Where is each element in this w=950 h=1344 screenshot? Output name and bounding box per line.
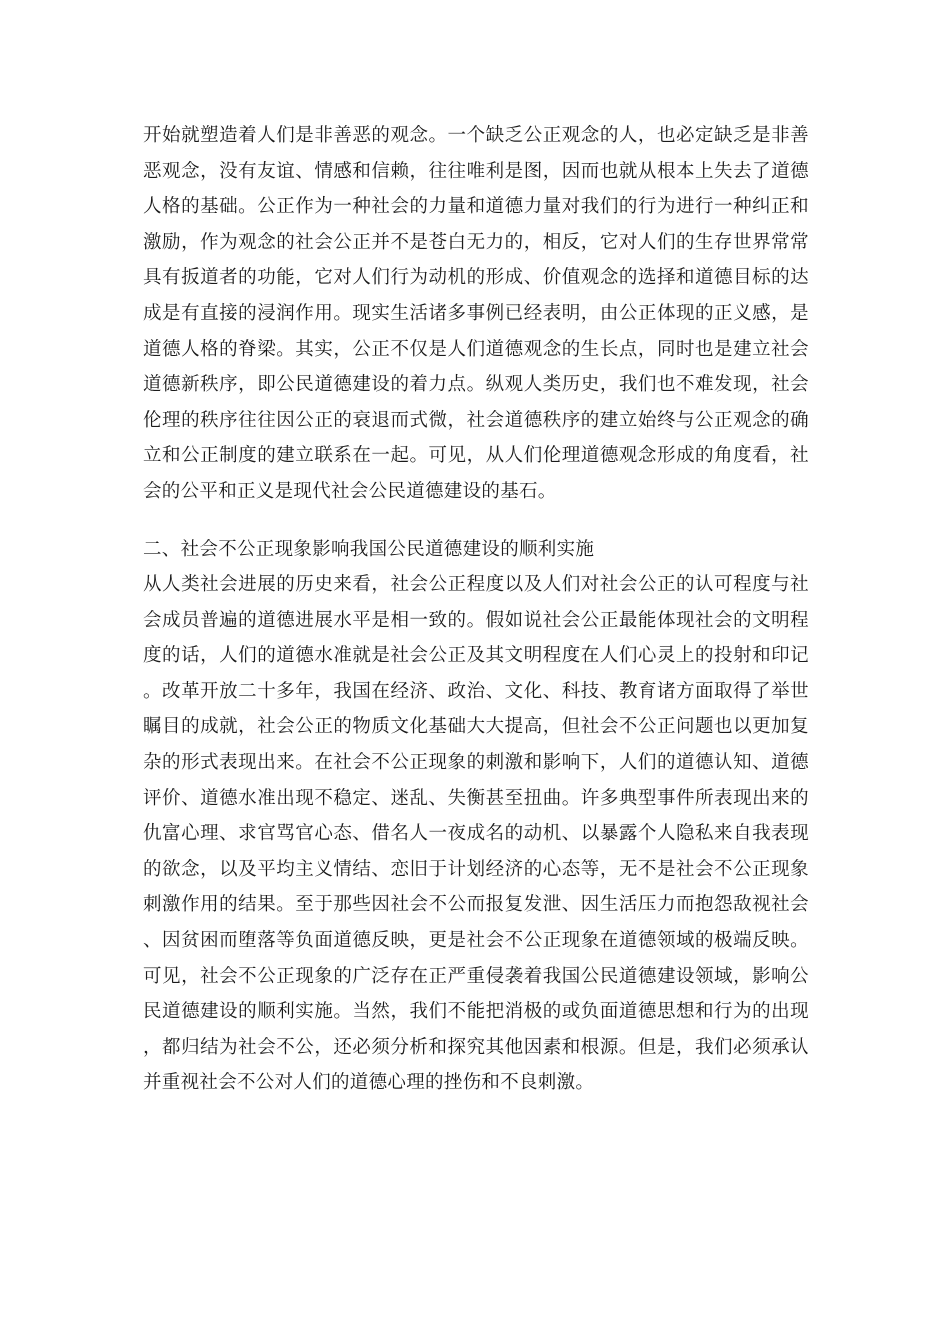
section-heading: 二、社会不公正现象影响我国公民道德建设的顺利实施 [143, 539, 595, 560]
body-paragraph: 从人类社会进展的历史来看，社会公正程度以及人们对社会公正的认可程度与社会成员普遍的道德进展水平是相一致的。假如说社会公正最能体现社会的文明程度的话，人们的道德水准就是社会公正及其文明程度在人们心灵上的投射和印记。改革开放二十多年，我国在经济、政治、文化、科技、教育诸方面取得了举世瞩目的成就，社会公正的物质文化基础大大提高，但社会不公正问题也以更加复杂的形式表现出来。在社会不公正现象的刺激和影响下，人们的道德认知、道德评价、道德水准出现不稳定、迷乱、失衡甚至扭曲。许多典型事件所表现出来的仇富心理、求官骂官心态、借名人一夜成名的动机、以暴露个人隐私来自我表现的欲念，以及平均主义情结、恋旧于计划经济的心态等，无不是社会不公正现象刺激作用的结果。至于那些因社会不公而报复发泄、因生活压力而抱怨敌视社会、因贫困而堕落等负面道德反映，更是社会不公正现象在道德领域的极端反映。可见，社会不公正现象的广泛存在正严重侵袭着我国公民道德建设领域，影响公民道德建设的顺利实施。当然，我们不能把消极的或负面道德思想和行为的出现，都归结为社会不公，还必须分析和探究其他因素和根源。但是，我们必须承认并重视社会不公对人们的道德心理的挫伤和不良刺激。 [143, 574, 809, 1094]
body-paragraph: 开始就塑造着人们是非善恶的观念。一个缺乏公正观念的人，也必定缺乏是非善恶观念，没有友谊、情感和信赖，往往唯利是图，因而也就从根本上失去了道德人格的基础。公正作为一种社会的力量和道德力量对我们的行为进行一种纠正和激励，作为观念的社会公正并不是苍白无力的，相反，它对人们的生存世界常常具有扳道者的功能，它对人们行为动机的形成、价值观念的选择和道德目标的达成是有直接的浸润作用。现实生活诸多事例已经表明，由公正体现的正义感，是道德人格的脊梁。其实，公正不仅是人们道德观念的生长点，同时也是建立社会道德新秩序，即公民道德建设的着力点。纵观人类历史，我们也不难发现，社会伦理的秩序往往因公正的衰退而式微，社会道德秩序的建立始终与公正观念的确立和公正制度的建立联系在一起。可见，从人们伦理道德观念形成的角度看，社会的公平和正义是现代社会公民道德建设的基石。 [143, 125, 809, 502]
